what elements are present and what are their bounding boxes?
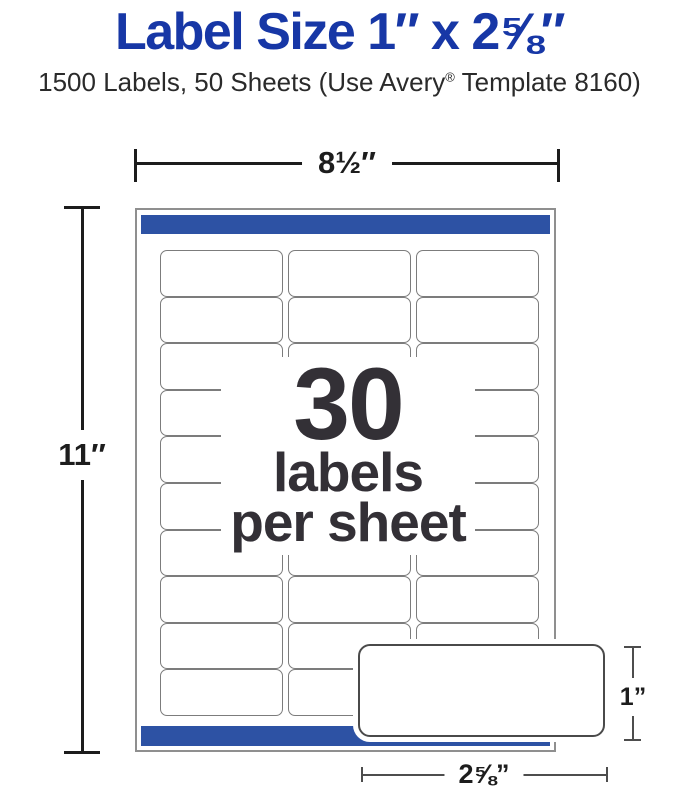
- label-cell: [288, 297, 411, 344]
- page-title: Label Size 1″ x 2⅝″: [114, 3, 565, 61]
- subtitle-text: 1500 Labels, 50 Sheets (Use Avery: [38, 67, 446, 97]
- label-cell: [160, 623, 283, 670]
- label-cell: [416, 297, 539, 344]
- width-dim-right-tick: [557, 149, 560, 182]
- label-cell: [288, 250, 411, 297]
- label-cell: [416, 576, 539, 623]
- label-cell: [160, 669, 283, 716]
- overlay-line1: labels: [273, 441, 423, 503]
- page-subtitle: [0, 64, 679, 100]
- subtitle-text-suffix: Template 8160): [454, 67, 641, 97]
- sheet-top-bar: [141, 215, 550, 234]
- overlay-line2: per sheet: [230, 491, 466, 553]
- registered-mark: ®: [445, 69, 455, 85]
- width-dim-left-tick: [134, 149, 137, 182]
- height-dim-line: [81, 206, 84, 754]
- label-cell: [416, 250, 539, 297]
- label-cell: [160, 250, 283, 297]
- label-cell: [160, 576, 283, 623]
- label-cell: [288, 576, 411, 623]
- callout-label: [358, 644, 605, 737]
- callout-width-label: 2⅝”: [444, 758, 523, 788]
- height-dim-label: 11″: [54, 430, 110, 480]
- overlay-count: 30: [293, 347, 403, 461]
- labels-count-overlay: [221, 347, 475, 555]
- width-dim-label: 8½″: [302, 146, 392, 180]
- callout-height-label: 1”: [617, 678, 649, 716]
- label-cell: [160, 297, 283, 344]
